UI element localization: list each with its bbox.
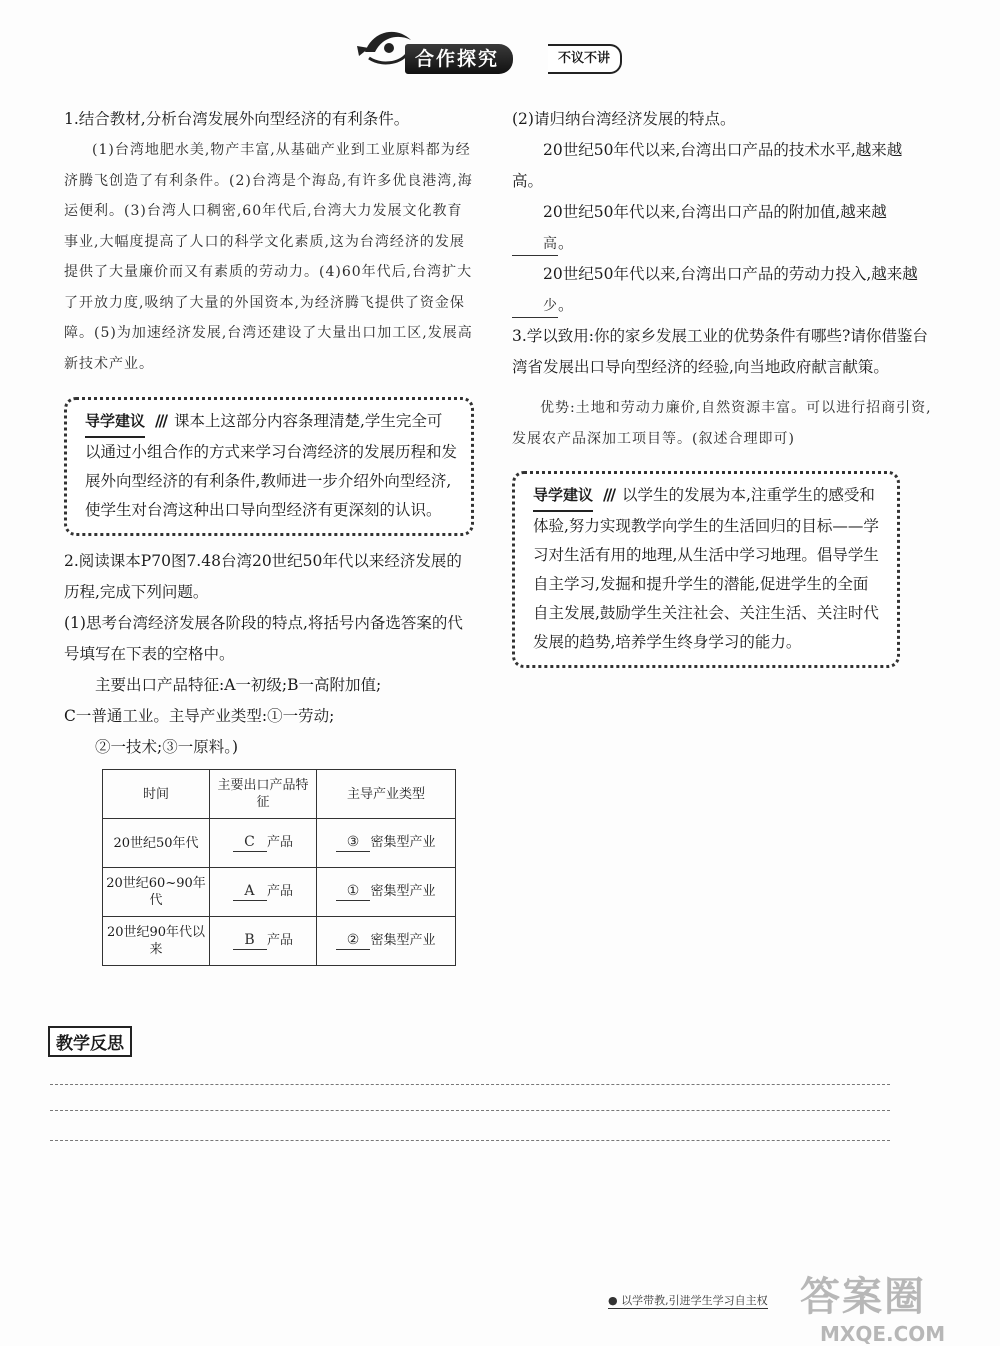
industry-answer: ③	[336, 834, 370, 852]
section-title: 合作探究	[405, 44, 513, 74]
q2-2-stem: (2)请归纳台湾经济发展的特点。	[512, 110, 736, 128]
cell-product	[210, 917, 317, 966]
industry-suffix: 密集型产业	[370, 884, 436, 899]
industry-table	[102, 769, 456, 966]
reflection-line	[50, 1084, 890, 1085]
teaching-tip-box: 导学建议 /// 以学生的发展为本,注重学生的感受和体验,努力实现教学向学生的生活回归的目标——学习对生活有用的地理,从生活中学习地理。倡导学生自主学习,发掘和提升学生的潜能,促进学生的全面自主发展,鼓励学生关注社会、关注生活、关注时代发展的趋势,培养学生终身学习的能力。	[512, 471, 900, 668]
q3-answer: 优势:土地和劳动力廉价,自然资源丰富。可以进行招商引资,发展农产品深加工项目等。(叙述合理即可)	[512, 400, 932, 447]
cell-product	[210, 868, 317, 917]
industry-suffix: 密集型产业	[370, 933, 436, 948]
q2-options-2: C一普通工业。主导产业类型:①一劳动;	[64, 707, 335, 725]
header-industry: 主导产业类型	[317, 770, 456, 819]
feature-line-2-end: 。	[558, 234, 574, 252]
industry-answer: ①	[336, 883, 370, 901]
header-time: 时间	[103, 770, 210, 819]
watermark-text: 答案圈	[800, 1274, 926, 1320]
cell-product	[210, 819, 317, 868]
product-answer: C	[233, 834, 267, 852]
feature-line-3	[512, 259, 932, 321]
feature-line-1: 20世纪50年代以来,台湾出口产品的技术水平,越来越高。	[512, 141, 903, 190]
feature-line-3-end: 。	[558, 296, 574, 314]
right-column	[512, 104, 932, 668]
q2-sub1: (1)思考台湾经济发展各阶段的特点,将括号内备选答案的代号填写在下表的空格中。	[64, 614, 463, 663]
teaching-tip-box: 导学建议 /// 课本上这部分内容条理清楚,学生完全可以通过小组合作的方式来学习台湾经济的发展历程和发展外向型经济的有利条件,教师进一步介绍外向型经济,使学生对台湾这种出口导向型经济有更深刻的认识。	[64, 397, 474, 536]
industry-suffix: 密集型产业	[370, 835, 436, 850]
product-suffix: 产品	[266, 933, 293, 948]
feature-answer-3: 少	[512, 295, 558, 318]
section-subtitle: 不议不讲	[548, 44, 622, 74]
product-suffix: 产品	[266, 835, 293, 850]
feature-line-3-text: 20世纪50年代以来,台湾出口产品的劳动力投入,越来越	[543, 265, 918, 283]
footer-slogan: ● 以学带教,引进学生学习自主权	[608, 1294, 768, 1307]
cell-time: 20世纪50年代	[103, 819, 210, 868]
cell-time: 20世纪60~90年代	[103, 868, 210, 917]
cell-time: 20世纪90年代以来	[103, 917, 210, 966]
tip-text: 以学生的发展为本,注重学生的感受和体验,努力实现教学向学生的生活回归的目标——学习对生活有用的地理,从生活中学习地理。倡导学生自主学习,发掘和提升学生的潜能,促进学生的全面自主发展,鼓励学生关注社会、关注生活、关注时代发展的趋势,培养学生终身学习的能力。	[533, 486, 879, 651]
q3-stem: 3.学以致用:你的家乡发展工业的优势条件有哪些?请你借鉴台湾省发展出口导向型经济的经验,向当地政府献言献策。	[512, 327, 928, 376]
feature-line-2	[512, 197, 932, 259]
watermark-sub: MXQE.COM	[820, 1322, 946, 1346]
q2-stem: 2.阅读课本P70图7.48台湾20世纪50年代以来经济发展的历程,完成下列问题。	[64, 552, 462, 601]
product-answer: B	[233, 932, 267, 950]
industry-answer: ②	[336, 932, 370, 950]
tip-label: 导学建议	[533, 481, 593, 512]
table-header-row	[103, 770, 456, 819]
feature-answer-2: 高	[512, 233, 558, 256]
cell-industry	[317, 917, 456, 966]
reflection-title: 教学反思	[48, 1026, 132, 1057]
tip-label: 导学建议	[85, 407, 145, 438]
header-product: 主要出口产品特征	[210, 770, 317, 819]
cell-industry	[317, 868, 456, 917]
feature-line-2-text: 20世纪50年代以来,台湾出口产品的附加值,越来越	[543, 203, 887, 221]
q2-options-3: ②一技术;③一原料。)	[95, 738, 239, 756]
left-column	[64, 104, 474, 966]
q2-options-1: 主要出口产品特征:A一初级;B一高附加值;	[95, 676, 382, 694]
product-suffix: 产品	[266, 884, 293, 899]
reflection-line	[50, 1140, 890, 1141]
footer-text: 以学带教,引进学生学习自主权	[621, 1294, 768, 1307]
tip-text: 课本上这部分内容条理清楚,学生完全可以通过小组合作的方式来学习台湾经济的发展历程和发展外向型经济的有利条件,教师进一步介绍外向型经济,使学生对台湾这种出口导向型经济有更深刻的认识。	[85, 412, 458, 519]
table-row	[103, 917, 456, 966]
product-answer: A	[233, 883, 267, 901]
reflection-line	[50, 1110, 890, 1111]
cell-industry	[317, 819, 456, 868]
table-row	[103, 819, 456, 868]
table-row	[103, 868, 456, 917]
watermark	[800, 1265, 945, 1346]
q1-stem: 1.结合教材,分析台湾发展外向型经济的有利条件。	[64, 110, 410, 128]
q1-answer: (1)台湾地肥水美,物产丰富,从基础产业到工业原料都为经济腾飞创造了有利条件。(2)台湾是个海岛,有许多优良港湾,海运便利。(3)台湾人口稠密,60年代后,台湾大力发展文化教育事业,大幅度提高了人口的科学文化素质,这为台湾经济的发展提供了大量廉价而又有素质的劳动力。(4)60年代后,台湾扩大了开放力度,吸纳了大量的外国资本,为经济腾飞提供了资金保障。(5)为加速经济发展,台湾还建设了大量出口加工区,发展高新技术产业。	[64, 142, 473, 372]
